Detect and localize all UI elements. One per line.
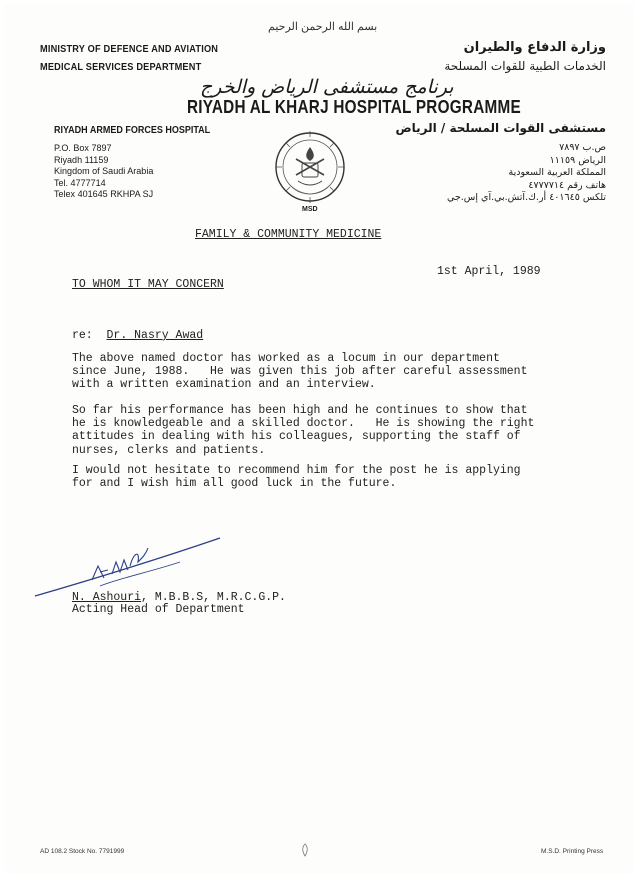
paragraph-3: I would not hesitate to recommend him for the post he is applying for and I wish him all good luck in the future. [72,464,521,491]
re-line [72,329,203,342]
hospital-en: RIYADH ARMED FORCES HOSPITAL [54,125,211,136]
department-en: MEDICAL SERVICES DEPARTMENT [40,62,202,73]
address-line: Tel. 4777714 [54,177,106,189]
hospital-ar: مستشفى القوات المسلحة / الرياض [395,121,606,135]
address-line: Riyadh 11159 [54,154,109,166]
address-line: ص.ب ٧٨٩٧ [559,142,606,153]
address-line: هاتف رقم ٤٧٧٧٧١٤ [528,179,606,191]
address-line: Kingdom of Saudi Arabia [54,166,154,177]
department-title: FAMILY & COMMUNITY MEDICINE [195,228,382,241]
programme-ar: برنامج مستشفى الرياض والخرج [200,76,454,98]
department-ar: الخدمات الطبية للقوات المسلحة [444,59,606,73]
salutation: TO WHOM IT MAY CONCERN [72,278,224,291]
paragraph-1: The above named doctor has worked as a locum in our department since June, 1988. He was given this job after careful assessment with a written examination and an interview. [72,352,528,392]
stock-number: AD 108.2 Stock No. 7791999 [40,848,125,855]
ministry-ar: وزارة الدفاع والطيران [463,40,606,55]
bismillah-text: بسم الله الرحمن الرحيم [268,21,378,33]
address-line: تلكس ٤٠١٦٤٥ أر.ك.آتش.بي.آي إس.جي [446,192,606,203]
re-label: re: [72,329,93,342]
printing-press: M.S.D. Printing Press [541,848,604,855]
re-name: Dr. Nasry Awad [106,329,204,342]
programme-en: RIYADH AL KHARJ HOSPITAL PROGRAMME [187,97,521,117]
address-line: P.O. Box 7897 [54,143,112,154]
letter-date: 1st April, 1989 [437,265,541,278]
address-en [54,143,153,201]
address-ar [447,142,606,205]
ministry-en: MINISTRY OF DEFENCE AND AVIATION [40,44,219,55]
signatory-qualifications: , M.B.B.S, M.R.C.G.P. [141,591,286,604]
signatory-name: N. Ashouri [72,591,142,604]
address-line: Telex 401645 RKHPA SJ [54,189,154,200]
address-line: المملكة العربية السعودية [508,167,606,178]
paragraph-2: So far his performance has been high and he continues to show that he is knowledgeable and a skilled doctor. He is showing the right attitudes in dealing with his colleagues, supporting the staff of nurses, clerks and patients. [72,404,535,457]
emblem-label: MSD [302,206,318,213]
address-line: الرياض ١١١٥٩ [549,154,606,166]
footer-emblem-icon [300,843,310,857]
signatory-title: Acting Head of Department [72,603,245,616]
